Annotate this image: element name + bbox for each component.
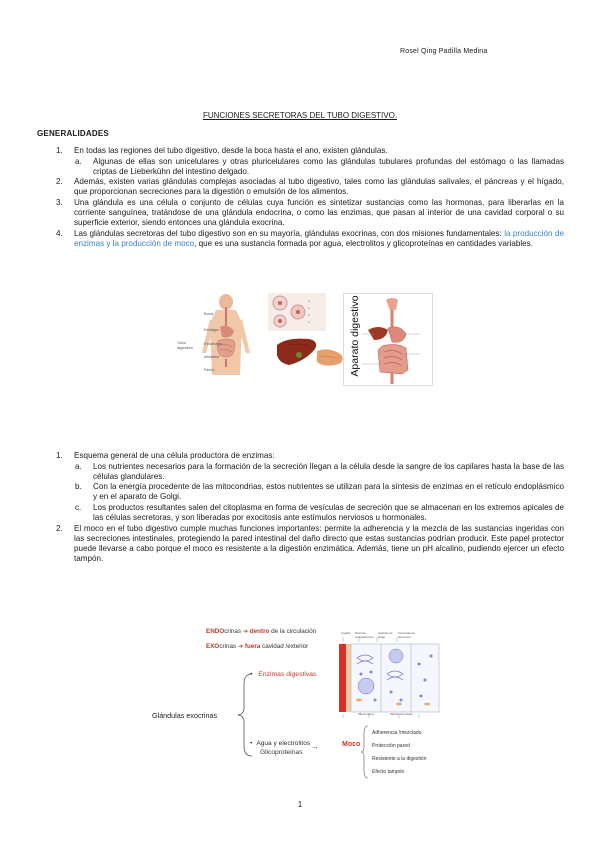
- label-intestino: Intestino: [204, 354, 220, 359]
- list-subitem: a. Algunas de ellas son unicelulares y otras pluricelulares como las glándulas tubulares profundas del estómago o las llamadas criptas de Lieberkühn del intestino delgado.: [75, 156, 564, 176]
- moco-functions: Adherencia /mezclado Protección pared Resistente a la digestión Efecto tampón: [372, 730, 427, 775]
- list-subitem: b. Con la energía procedente de las mitocondrias, estos nutrientes se utilizan para la síntesis de enzimas en el retículo endoplásmico y en el aparato de Golgi.: [75, 482, 564, 502]
- page-number: 1: [297, 800, 303, 809]
- list-item: 3. Una glándula es una célula o conjunto de células cuya función es sintetizar sustancias como las hormonas, para liberarlas en la corriente sanguínea, tratándose de una glándula endocrina, o como las enzimas, que pasan al interior de una cavidad corporal o su superficie exterior, siendo entonces una glándula exocrina.: [56, 197, 564, 228]
- section-heading: GENERALIDADES: [37, 129, 109, 138]
- cell-label-vesiculas: Vesículas de secreción: [398, 631, 416, 639]
- svg-text:●: ●: [308, 320, 310, 324]
- cell-label-membrana: Membrana basal: [390, 712, 413, 716]
- list-item: 1. En todas las regiones del tubo digestivo, desde la boca hasta el ano, existen glándulas.: [56, 146, 388, 155]
- vertical-caption: Aparato digestivo: [349, 295, 361, 377]
- enzyme-list: [56, 451, 564, 565]
- author-name: Rosel Qing Padilla Medina: [400, 48, 488, 55]
- document-title: FUNCIONES SECRETORAS DEL TUBO DIGESTIVO.: [202, 111, 398, 120]
- exocrine-line: EXOcrinas ➔ fuera cavidad /exterior: [206, 643, 309, 650]
- list-subitem: a. Los nutrientes necesarios para la formación de la secreción llegan a la célula desde la sangre de los capilares hasta la base de las células glandulares.: [75, 461, 564, 481]
- label-tubo: Tubo digestivo: [177, 340, 193, 350]
- svg-text:●: ●: [308, 299, 310, 303]
- list-item: 1. Esquema general de una célula productora de enzimas:: [56, 451, 275, 460]
- exocrine-glands-label: Glándulas exocrinas: [152, 711, 218, 720]
- secretory-cell-diagram: [339, 634, 441, 718]
- gland-cells-figure: [268, 293, 326, 331]
- branch-water: • Agua y electrolitos Glicoproteínas: [250, 740, 311, 756]
- list-item: 4. Las glándulas secretoras del tubo digestivo son en su mayoría, glándulas exocrinas, con dos misiones fundamentales: la producción de enzimas y la producción de moco, que es una sustancia formada por agua, electrolitos y glicoproteínas en cantidades variables.: [56, 228, 564, 248]
- label-esofago: Esófago: [204, 327, 219, 332]
- arrow-to-moco: →: [311, 742, 319, 751]
- list-item: 2. El moco en el tubo digestivo cumple muchas funciones importantes: permite la adherencia y la mezcla de las sustancias ingeridas con las secreciones intestinales, protegiendo la pared intestinal del daño directo que estas sustancias podrían producir. Este papel protector puede llevarse a cabo porque el moco es resistente a la digestión enzimática. Además, tiene un pH alcalino, pudiendo ejercer un efecto tampón.: [56, 523, 564, 563]
- moco-bracket: [360, 724, 370, 780]
- cell-label-re: Retículo endoplásmico: [355, 631, 374, 639]
- list-item: 2. Además, existen varias glándulas complejas asociadas al tubo digestivo, tales como las glándulas salivales, el páncreas y el hígado, que proporcionan secreciones para la digestión o emulsión de los alimentos.: [56, 177, 564, 197]
- endocrine-line: ENDOcrinas ➔ dentro de la circulación: [206, 628, 317, 635]
- label-recto: Recto: [204, 367, 215, 372]
- label-estomago: Estómago: [204, 341, 223, 346]
- highlight-text: la producción de enzimas y la producción de moco: [74, 228, 564, 248]
- general-list: [56, 146, 564, 249]
- moco-label: Moco: [342, 741, 361, 748]
- list-subitem: c. Los productos resultantes salen del citoplasma en forma de vesículas de secreción que se almacenan en los extremos apicales de las células secretoras, y son liberadas por exocitosis ante estímulos nerviosos u hormonales.: [75, 502, 564, 523]
- label-boca: Boca: [204, 311, 214, 316]
- cell-label-capilar: Capilar: [341, 631, 351, 635]
- cell-label-golgi: Aparato de Golgi: [378, 631, 393, 639]
- svg-text:●: ●: [308, 313, 310, 317]
- body-digestive-figure: [176, 293, 272, 375]
- branch-enzymes: • Enzimas digestivas: [250, 671, 317, 678]
- cell-label-mito: Mitocondria: [358, 712, 374, 716]
- liver-pancreas-figure: [275, 335, 347, 375]
- vertical-caption-wrap: [346, 290, 360, 386]
- svg-text:●: ●: [308, 306, 310, 310]
